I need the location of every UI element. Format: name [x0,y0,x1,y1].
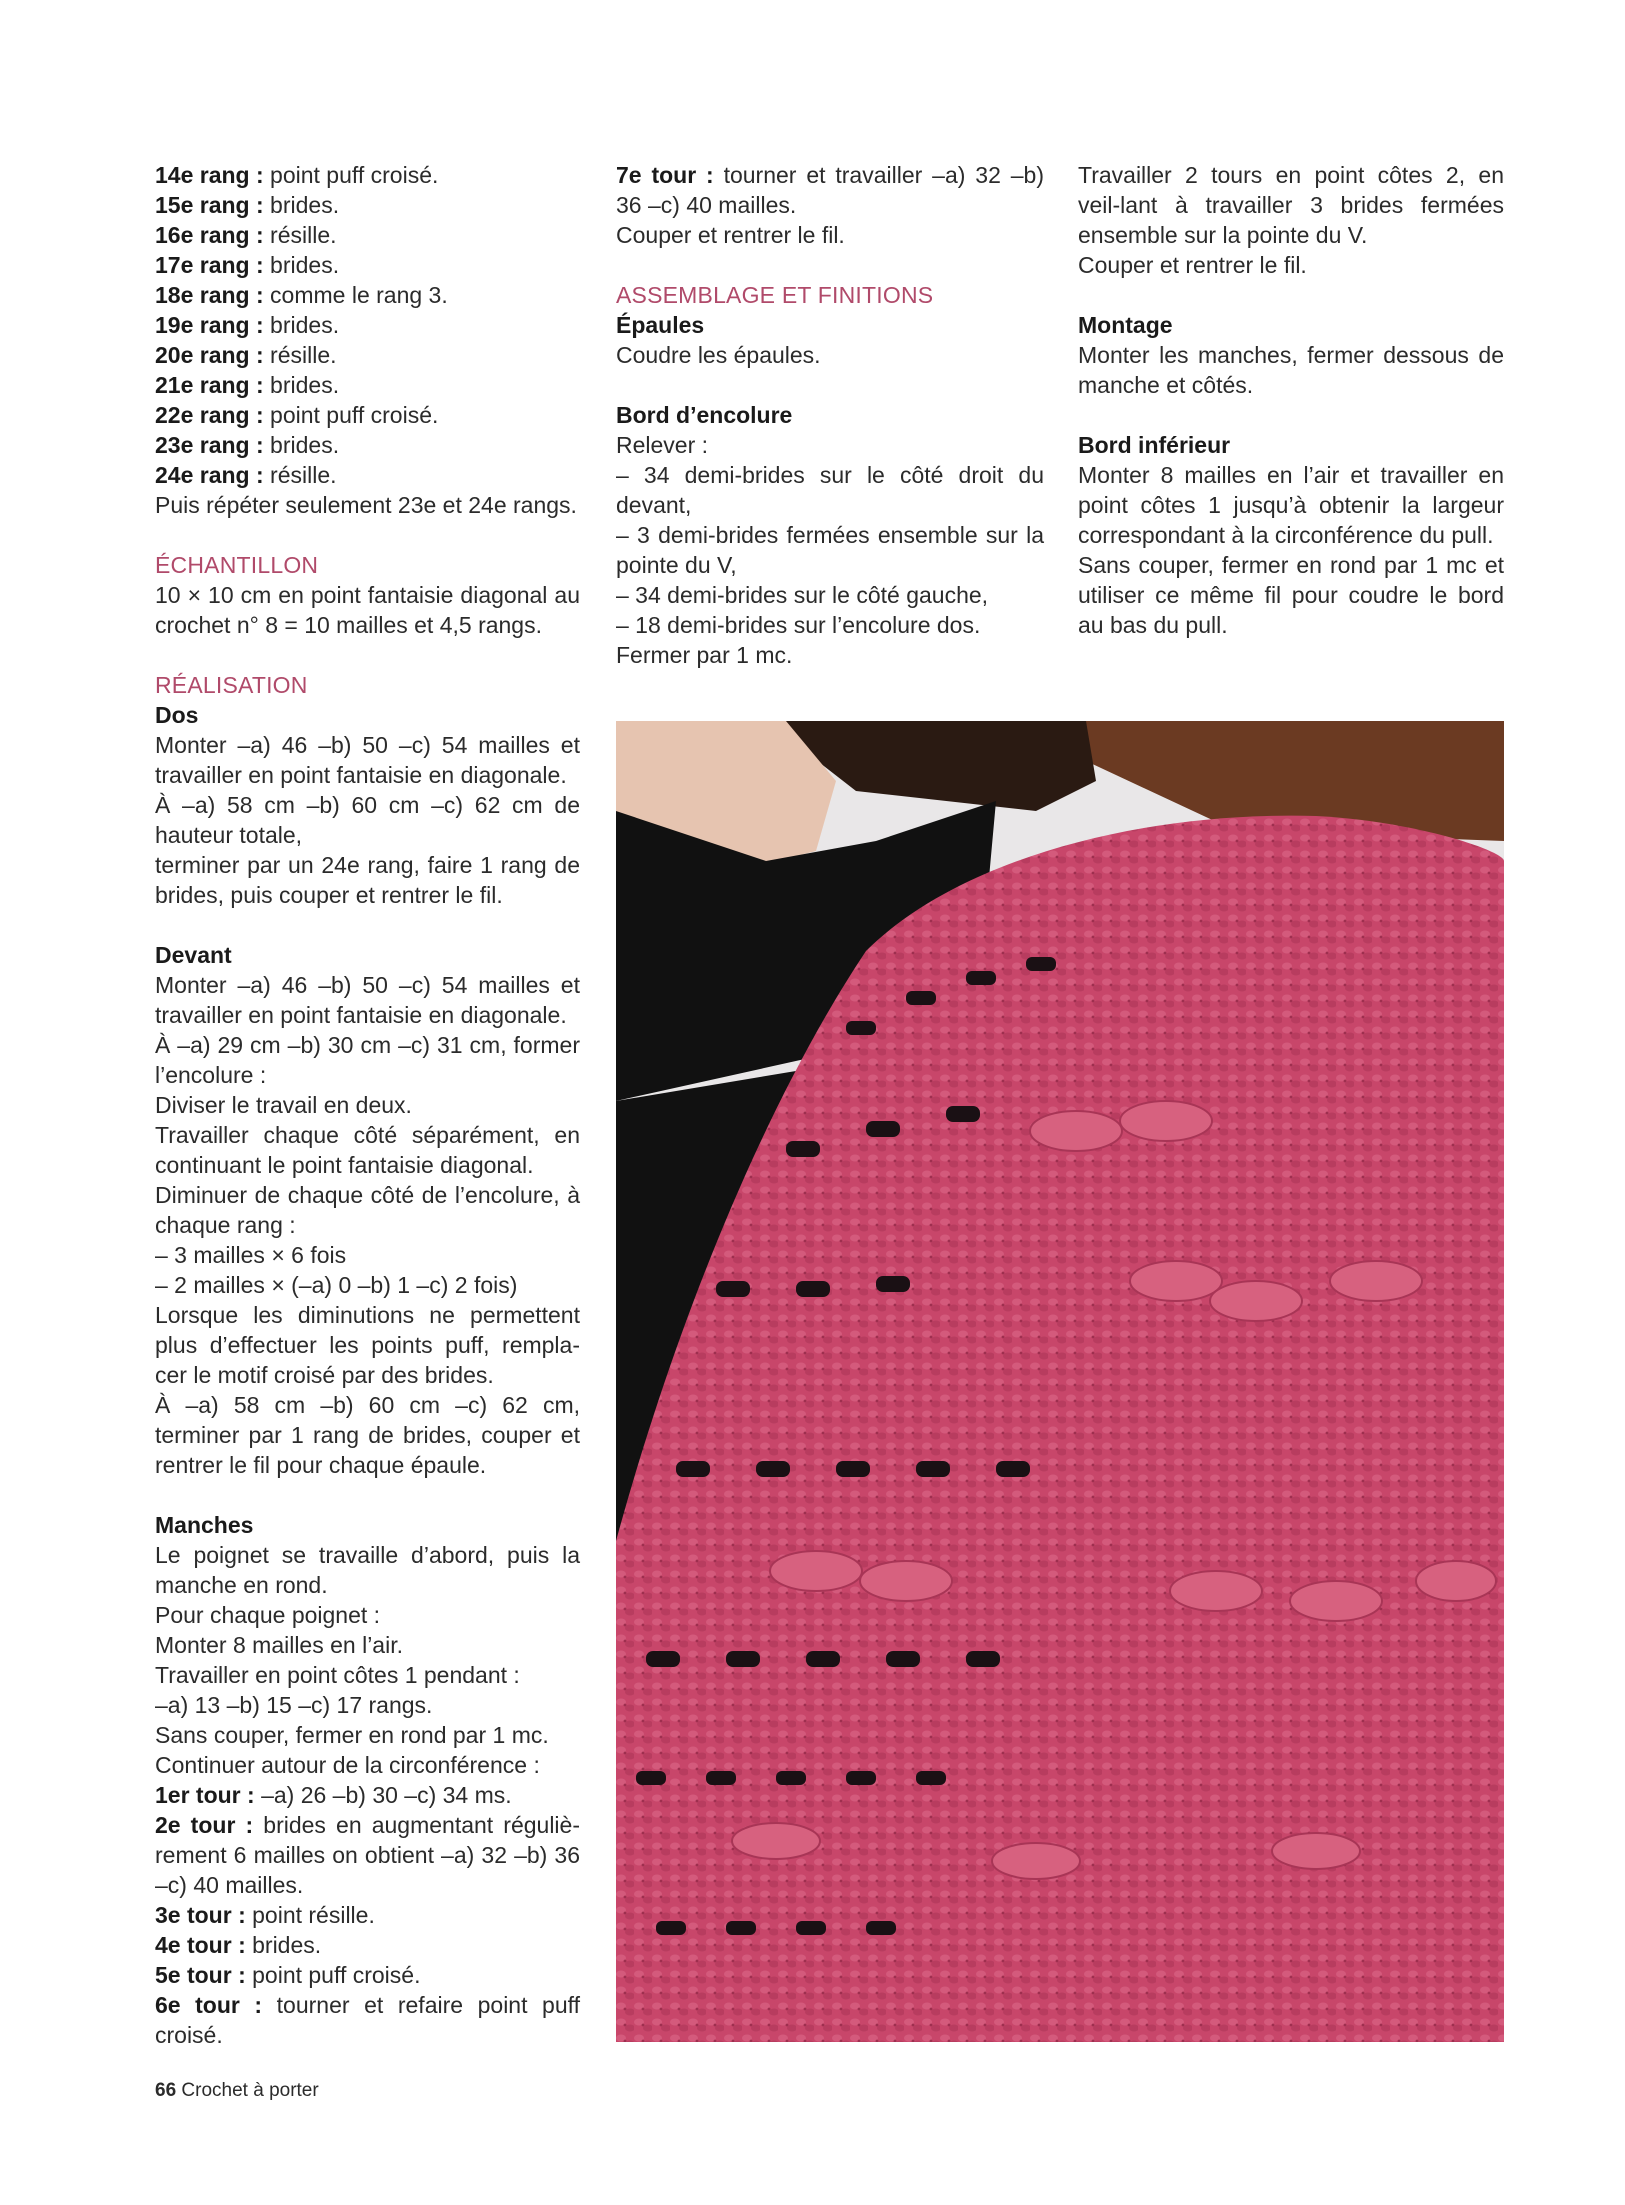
finition-intro: Travailler 2 tours en point côtes 2, en veil-lant à travailler 3 brides fermées ensemble sur la pointe du V. Couper et rentrer le fil. [1078,162,1504,278]
echantillon-heading: ÉCHANTILLON [155,552,319,578]
rang-line [155,430,580,460]
page-footer [155,2079,319,2103]
bord-encolure-list [616,430,1051,670]
devant-heading: Devant [155,942,232,968]
tour-line [155,1930,580,1960]
tour-line-text: point puff croisé. [245,1962,421,1988]
row-instructions [155,160,580,490]
bord-encolure-line: Fermer par 1 mc. [616,642,793,668]
tour-line-text: brides. [245,1932,322,1958]
column-middle [616,160,1051,670]
rang-line [155,370,580,400]
rang-line-text: résille. [263,462,337,488]
rang-line [155,160,580,190]
rang-line-text: comme le rang 3. [263,282,448,308]
magazine-title: Crochet à porter [176,2080,319,2101]
assemblage-heading: ASSEMBLAGE ET FINITIONS [616,282,934,308]
rang-line-label: 16e rang : [155,222,264,248]
rang-line-text: point puff croisé. [263,162,439,188]
bord-encolure-heading: Bord d’encolure [616,402,793,428]
bord-encolure-line: Relever : [616,432,709,458]
rang-line-label: 23e rang : [155,432,264,458]
rang-line [155,400,580,430]
rang-line [155,280,580,310]
epaules-text: Coudre les épaules. [616,342,821,368]
rang-line [155,310,580,340]
rang-line [155,220,580,250]
tour-line [155,1990,587,2050]
column-right [1078,160,1511,640]
tour7-text: tourner et travailler –a) 32 –b) 36 –c) 40 mailles. [616,162,1051,218]
rang-line-text: résille. [263,342,337,368]
dos-text: Monter –a) 46 –b) 50 –c) 54 mailles et travailler en point fantaisie en diagonale. À –a) 58 cm –b) 60 cm –c) 62 cm de hauteur totale, terminer par un 24e rang, faire 1 rang de brides, puis couper et rentrer le fil. [155,732,580,908]
rang-line-text: point puff croisé. [263,402,439,428]
tour-line-label: 2e tour : [155,1812,254,1838]
bord-inferieur-text: Monter 8 mailles en l’air et travailler en point côtes 1 jusqu’à obtenir la largeur correspondant à la circonférence du pull. Sans couper, fermer en rond par 1 mc et utiliser ce même fil pour coudre le bord au bas du pull. [1078,462,1504,638]
tour-line-label: 5e tour : [155,1962,246,1988]
rang-line-label: 14e rang : [155,162,264,188]
montage-text: Monter les manches, fermer dessous de manche et côtés. [1078,342,1511,398]
rang-line [155,190,580,220]
rang-line-label: 15e rang : [155,192,264,218]
rang-line-text: brides. [263,312,340,338]
tour-line [155,1960,580,1990]
bord-encolure-line: – 34 demi-brides sur le côté gauche, [616,582,989,608]
manches-heading: Manches [155,1512,254,1538]
tour-line-label: 6e tour : [155,1992,263,2018]
dos-heading: Dos [155,702,199,728]
tour-line [155,1810,587,1900]
rang-line-label: 19e rang : [155,312,264,338]
tour-line-label: 3e tour : [155,1902,246,1928]
montage-heading: Montage [1078,312,1173,338]
column-left [155,160,587,2050]
tour-line-label: 4e tour : [155,1932,246,1958]
tour-line [155,1780,580,1810]
echantillon-text: 10 × 10 cm en point fantaisie diagonal au crochet n° 8 = 10 mailles et 4,5 rangs. [155,582,587,638]
bord-inferieur-heading: Bord inférieur [1078,432,1231,458]
rang-line-text: brides. [263,252,340,278]
rang-line-label: 21e rang : [155,372,264,398]
manches-text: Le poignet se travaille d’abord, puis la manche en rond. Pour chaque poignet : Monter 8 mailles en l’air. Travailler en point côtes 1 pendant : –a) 13 –b) 15 –c) 17 rangs. Sans couper, fermer en rond par 1 mc. Continuer autour de la circonférence : [155,1542,580,1778]
couper-text: Couper et rentrer le fil. [616,222,845,248]
rang-line [155,340,580,370]
rang-line-label: 17e rang : [155,252,264,278]
realisation-heading: RÉALISATION [155,672,308,698]
rang-line-text: brides. [263,192,340,218]
tour-instructions [155,1780,587,2050]
tour7-label: 7e tour : [616,162,714,188]
rang-line-label: 18e rang : [155,282,264,308]
bord-encolure-line: – 3 demi-brides fermées ensemble sur la pointe du V, [616,522,1051,578]
bord-encolure-line: – 18 demi-brides sur l’encolure dos. [616,612,981,638]
rang-line-label: 22e rang : [155,402,264,428]
rang-line [155,460,580,490]
tour-line-label: 1er tour : [155,1782,255,1808]
bord-encolure-line: – 34 demi-brides sur le côté droit du devant, [616,462,1051,518]
tour-line-text: brides en augmentant réguliè-rement 6 mailles on obtient –a) 32 –b) 36 –c) 40 mailles. [155,1812,587,1898]
rang-line-text: brides. [263,372,340,398]
page-number: 66 [155,2080,177,2101]
rang-line-label: 24e rang : [155,462,264,488]
epaules-heading: Épaules [616,312,705,338]
tour-line-text: –a) 26 –b) 30 –c) 34 ms. [254,1782,512,1808]
rang-line [155,250,580,280]
repeat-note: Puis répéter seulement 23e et 24e rangs. [155,492,577,518]
devant-text: Monter –a) 46 –b) 50 –c) 54 mailles et travailler en point fantaisie en diagonale. À –a) 29 cm –b) 30 cm –c) 31 cm, former l’encolure : Diviser le travail en deux. Travailler chaque côté séparément, en continuant le point fantaisie diagonal. Diminuer de chaque côté de l’encolure, à chaque rang : – 3 mailles × 6 fois – 2 mailles × (–a) 0 –b) 1 –c) 2 fois) Lorsque les diminutions ne permettent plus d’effectuer les points puff, rempla-cer le motif croisé par des brides. À –a) 58 cm –b) 60 cm –c) 62 cm, terminer par 1 rang de brides, couper et rentrer le fil pour chaque épaule. [155,972,580,1478]
tour-line-text: point résille. [245,1902,375,1928]
sweater-photo [616,721,1504,2042]
rang-line-label: 20e rang : [155,342,264,368]
tour7-paragraph [616,160,1051,220]
rang-line-text: brides. [263,432,340,458]
rang-line-text: résille. [263,222,337,248]
tour-line [155,1900,580,1930]
tour-line-text: tourner et refaire point puff croisé. [155,1992,587,2048]
